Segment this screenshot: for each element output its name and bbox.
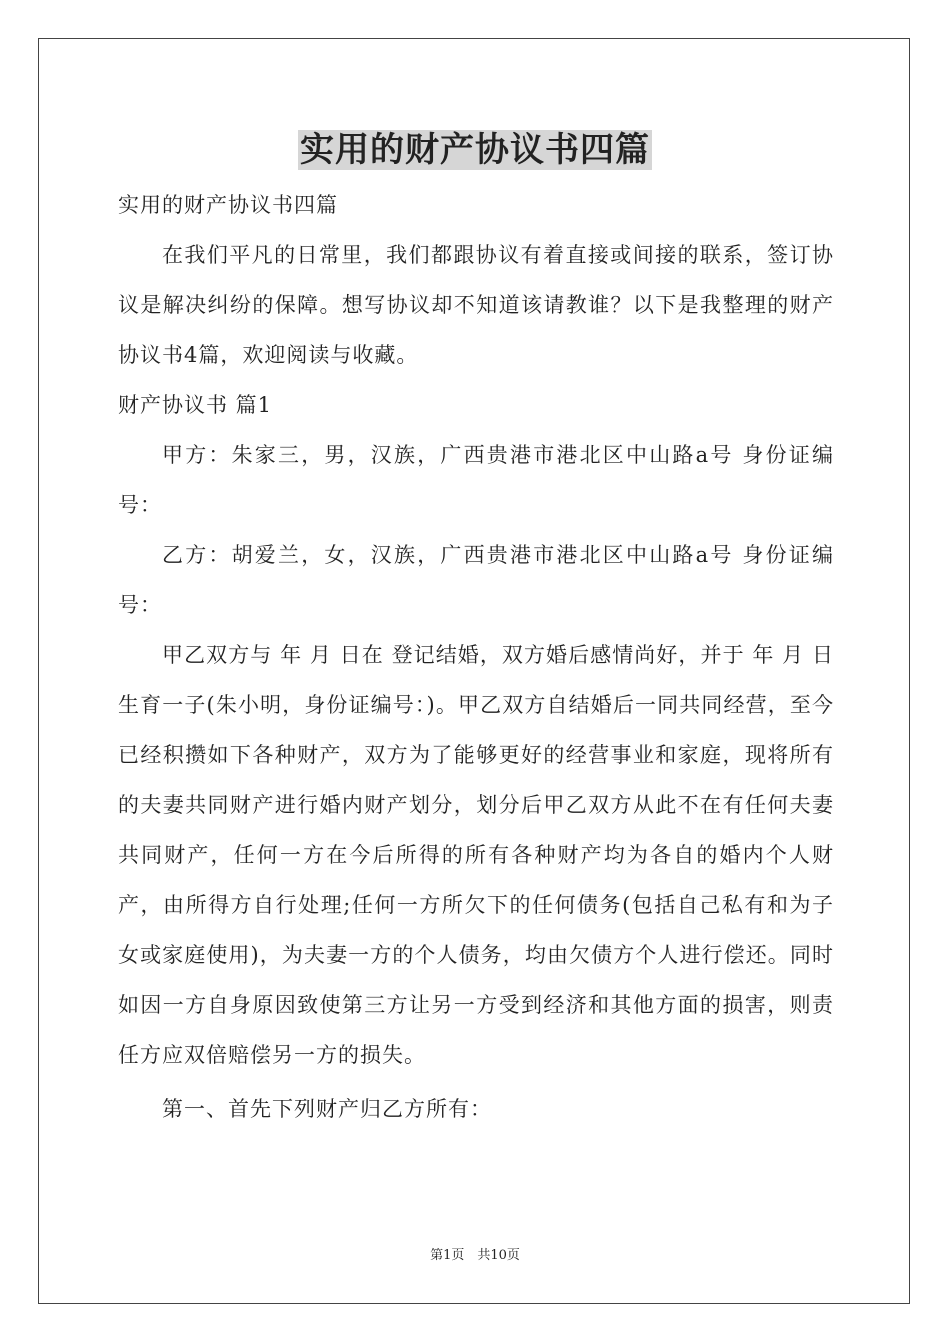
intro-paragraph: 在我们平凡的日常里，我们都跟协议有着直接或间接的联系，签订协议是解决纠纷的保障。想写协议却不知道该请教谁？以下是我整理的财产协议书4篇，欢迎阅读与收藏。 <box>118 243 834 367</box>
title-text: 实用的财产协议书四篇 <box>300 130 650 170</box>
document-body <box>118 180 834 1134</box>
section-heading: 财产协议书 篇1 <box>118 393 273 417</box>
document-title <box>0 128 950 172</box>
subtitle: 实用的财产协议书四篇 <box>118 193 338 217</box>
party-b-paragraph: 乙方：胡爱兰，女，汉族，广西贵港市港北区中山路a号 身份证编号： <box>118 543 834 617</box>
party-a-paragraph: 甲方：朱家三，男，汉族，广西贵港市港北区中山路a号 身份证编号： <box>118 443 834 517</box>
body-paragraph: 甲乙双方与 年 月 日在 登记结婚，双方婚后感情尚好，并于 年 月 日生育一子(朱小明，身份证编号：)。甲乙双方自结婚后一同共同经营，至今已经积攒如下各种财产，双方为了能够更好的经营事业和家庭，现将所有的夫妻共同财产进行婚内财产划分，划分后甲乙双方从此不在有任何夫妻共同财产，任何一方在今后所得的所有各种财产均为各自的婚内个人财产，由所得方自行处理;任何一方所欠下的任何债务(包括自己私有和为子女或家庭使用)，为夫妻一方的个人债务，均由欠债方个人进行偿还。同时如因一方自身原因致使第三方让另一方受到经济和其他方面的损害，则责任方应双倍赔偿另一方的损失。 <box>118 643 834 1067</box>
page-footer: 第1页 共10页 <box>430 1248 520 1263</box>
clause-1-paragraph: 第一、首先下列财产归乙方所有： <box>162 1097 492 1121</box>
